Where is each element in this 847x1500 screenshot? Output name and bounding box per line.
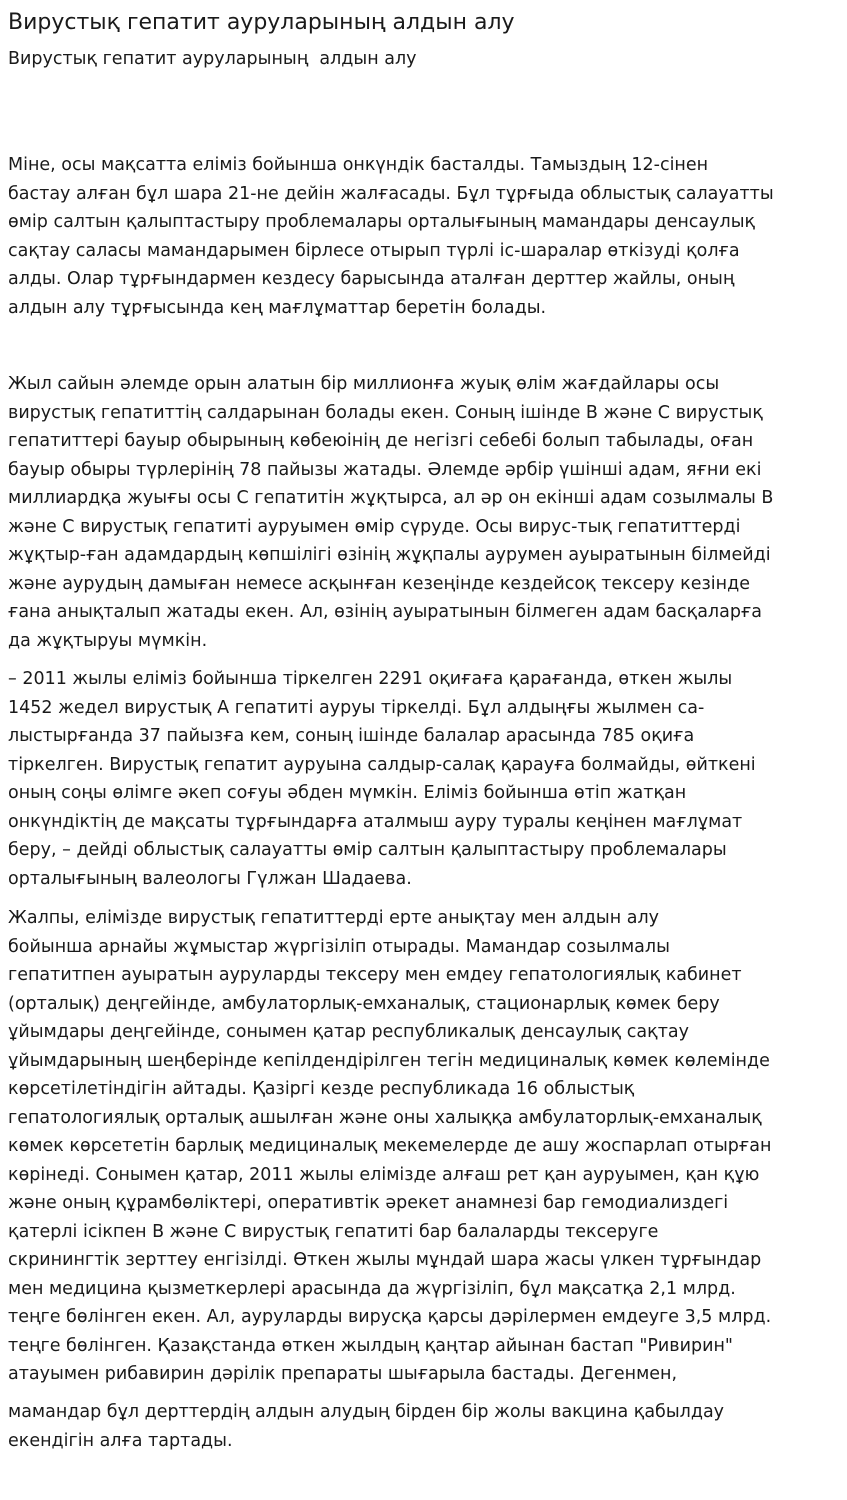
- article-paragraph: Жалпы, елімізде вирустық гепатиттерді ерте анықтау мен алдын алу бойынша арнайы жұмыстар жүргізіліп отырады. Мамандар созылмалы гепатитпен ауыратын ауруларды тексеру мен емдеу гепатологиялық кабинет (орталық) деңгейінде, амбулаторлық-емханалық, стационарлық көмек беру ұйымдары деңгейінде, сонымен қатар республикалық денсаулық сақтау ұйымдарының шеңберінде кепілдендірілген тегін медициналық көмек көлемінде көрсетілетіндігін айтады. Қазіргі кезде республикада 16 облыстық гепатологиялық орталық ашылған және оны халыққа амбулаторлық-емханалық көмек көрсететін барлық медициналық мекемелерде де ашу жоспарлап отырған көрінеді. Сонымен қатар, 2011 жылы елімізде алғаш рет қан ауруымен, қан құю және оның құрамбөліктері, оперативтік әрекет анамнезі бар гемодиализдегі қатерлі ісікпен В және С вирустық гепатиті бар балаларды тексеруге скринингтік зерттеу енгізілді. Өткен жылы мұндай шара жасы үлкен тұрғындар мен медицина қызметкерлері арасында да жүргізіліп, бұл мақсатқа 2,1 млрд. теңге бөлінген екен. Ал, ауруларды вирусқа қарсы дәрілермен емдеуге 3,5 млрд. теңге бөлінген. Қазақстанда өткен жылдың қаңтар айынан бастап "Ривирин" атауымен рибавирин дәрілік препараты шығарыла бастады. Дегенмен,: [8, 908, 772, 1384]
- article-paragraph: Міне, осы мақсатта еліміз бойынша онкүндік басталды. Тамыздың 12-сінен бастау алған бұл шара 21-не дейін жалғасады. Бұл тұрғыда облыстық салауатты өмір салтын қалыптастыру проблемалары орталығының мамандары денсаулық сақтау саласы мамандарымен бірлесе отырып түрлі іс-шаралар өткізуді қолға алды. Олар тұрғындармен кездесу барысында аталған дерттер жайлы, оның алдын алу тұрғысында кең мағлұматтар беретін болады.: [8, 155, 774, 318]
- article-title: Вирустық гепатит ауруларының алдын алу: [8, 10, 515, 35]
- article-paragraph: Жыл сайын әлемде орын алатын бір миллионға жуық өлім жағдайлары осы вирустық гепатиттің салдарынан болады екен. Соның ішінде В және С вирустық гепатиттері бауыр обырының көбеюінің де негізгі себебі болып табылады, оған бауыр обыры түрлерінің 78 пайызы жатады. Әлемде әрбір үшінші адам, яғни екі миллиардқа жуығы осы С гепатитін жұқтырса, ал әр он екінші адам созылмалы В және С вирустық гепатиті ауруымен өмір сүруде. Осы вирус-тық гепатиттерді жұқтыр-ған адамдардың көпшілігі өзінің жұқпалы аурумен ауыратынын білмейді және аурудың дамыған немесе асқынған кезеңінде кездейсоқ тексеру кезінде ғана анықталып жатады екен. Ал, өзінің ауыратынын білмеген адам басқаларға да жұқтыруы мүмкін.: [8, 374, 774, 651]
- article-paragraph: мамандар бұл дерттердің алдын алудың бірден бір жолы вакцина қабылдау екендігін алға тартады.: [8, 1402, 725, 1451]
- article-paragraph: – 2011 жылы еліміз бойынша тіркелген 2291 оқиғаға қарағанда, өткен жылы 1452 жедел вирустық А гепатиті ауруы тіркелді. Бұл алдыңғы жылмен са- лыстырғанда 37 пайызға кем, соның ішінде балалар арасында 785 оқиға тіркелген. Вирустық гепатит ауруына салдыр-салақ қарауға болмайды, өйткені оның соңы өлімге әкеп соғуы әбден мүмкін. Еліміз бойынша өтіп жатқан онкүндіктің де мақсаты тұрғындарға аталмыш ауру туралы кеңінен мағлұмат беру, – дейді облыстық салауатты өмір салтын қалыптастыру проблемалары орталығының валеологы Гүлжан Шадаева.: [8, 669, 756, 889]
- article-subtitle: Вирустық гепатит ауруларының алдын алу: [8, 49, 417, 69]
